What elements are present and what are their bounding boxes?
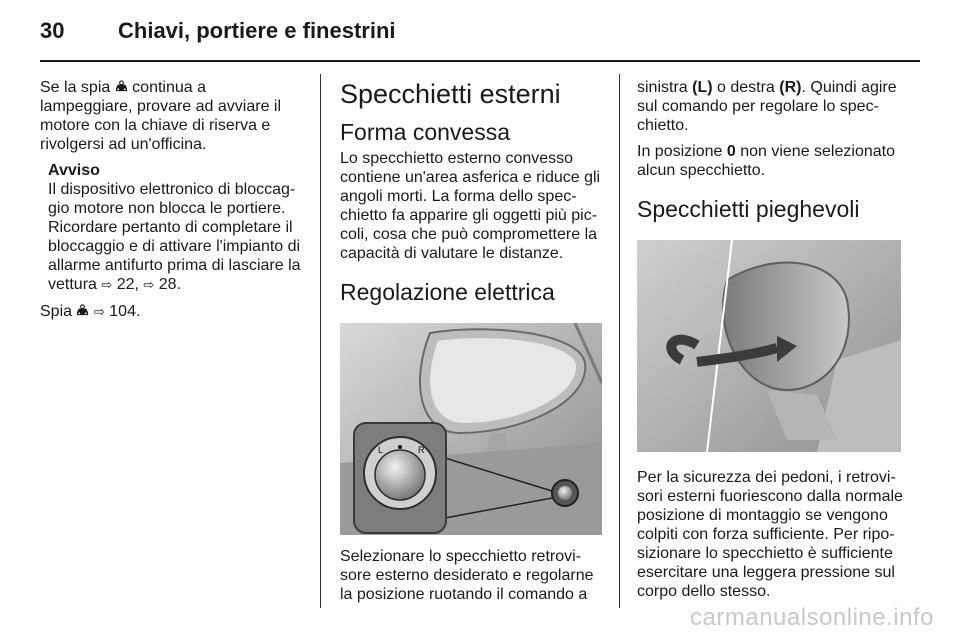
switch-knob bbox=[375, 450, 425, 500]
notice-box bbox=[48, 161, 302, 295]
zero-position-paragraph bbox=[637, 142, 903, 180]
column-middle bbox=[340, 78, 602, 611]
page-reference-link[interactable]: 104 bbox=[109, 303, 136, 320]
warning-light-reference: Spia ⇨ 104. bbox=[40, 303, 141, 320]
warning-light-paragraph bbox=[40, 78, 302, 154]
folding-paragraph: Per la sicurezza dei pedoni, i retrovisori esterni fuoriescono dalla normale posizione di montaggio se vengono colpiti con forza sufficiente. Per riposizionare lo specchietto è sufficiente esercitare una leggera pressione sul corpo dello stesso. bbox=[637, 469, 903, 600]
page-number: 30 bbox=[40, 18, 65, 43]
reference-arrow-icon: ⇨ bbox=[143, 278, 155, 293]
reference-arrow-icon: ⇨ bbox=[93, 305, 105, 320]
column-right bbox=[637, 78, 903, 608]
text: In posizione bbox=[637, 143, 727, 160]
mirror-adjust-figure bbox=[340, 323, 602, 535]
text: Spia bbox=[40, 303, 77, 320]
adjust-paragraph: Selezionare lo specchietto retrovisore esterno desiderato e regolarne la posizione ruotando il comando a bbox=[340, 548, 594, 603]
header-divider bbox=[40, 60, 920, 62]
right-label: (R) bbox=[779, 79, 802, 96]
notice-title: Avviso bbox=[48, 162, 100, 179]
text: o destra bbox=[712, 79, 780, 96]
subsection-heading: Specchietti pieghevoli bbox=[637, 196, 860, 222]
convex-paragraph: Lo specchietto esterno convesso contiene un'area asferica e riduce gli angoli morti. La forma dello specchietto fa apparire gli oggetti più piccoli, cosa che può compromettere la capacità di valutare le distanze. bbox=[340, 150, 601, 262]
notice-text: Il dispositivo elettronico di bloccaggio motore non blocca le portiere. Ricordare pertanto di completare il bloccaggio e di attivare l'impianto di allarme antifurto prima di lasciare la vettura ⇨ 22, ⇨ 28. bbox=[48, 181, 301, 293]
text: sinistra bbox=[637, 79, 693, 96]
text: . Quindi agire sul comando per regolare lo specchietto. bbox=[637, 79, 897, 134]
page-title: Chiavi, portiere e finestrini bbox=[118, 18, 396, 43]
adjust-continued-paragraph bbox=[637, 78, 903, 135]
text: continua a lampeggiare, provare ad avviare il motore con la chiave di riserva e rivolgersi ad un'officina. bbox=[40, 79, 282, 153]
text: non viene selezionato alcun specchietto. bbox=[637, 143, 895, 179]
switch-left-label: L bbox=[378, 445, 384, 455]
folding-mirror-figure bbox=[637, 240, 901, 452]
text: Se la spia bbox=[40, 79, 115, 96]
switch-zero-mark bbox=[398, 445, 402, 449]
reference-arrow-icon: ⇨ bbox=[101, 278, 113, 293]
zero-label: 0 bbox=[726, 143, 736, 160]
page-header bbox=[0, 0, 960, 64]
column-divider bbox=[619, 74, 620, 608]
subsection-heading: Forma convessa bbox=[340, 119, 511, 145]
immobiliser-car-key-icon bbox=[76, 304, 89, 317]
switch-right-label: R bbox=[418, 445, 425, 455]
page-reference-link[interactable]: 28 bbox=[158, 276, 177, 293]
page-reference-link[interactable]: 22 bbox=[116, 276, 135, 293]
column-divider bbox=[320, 74, 321, 608]
immobiliser-car-key-icon bbox=[115, 80, 128, 93]
subsection-heading: Regolazione elettrica bbox=[340, 279, 555, 305]
column-left bbox=[40, 78, 302, 329]
left-label: (L) bbox=[692, 79, 713, 96]
text: Il dispositivo elettronico di bloccaggio motore non blocca le portiere. Ricordare pertanto di completare il bloccaggio e di attivare l'impianto di allarme antifurto prima di lasciare la vettura bbox=[48, 181, 301, 293]
section-heading: Specchietti esterni bbox=[340, 79, 561, 109]
door-switch-knob bbox=[558, 486, 572, 500]
watermark: carmanualsonline.info bbox=[690, 604, 934, 631]
